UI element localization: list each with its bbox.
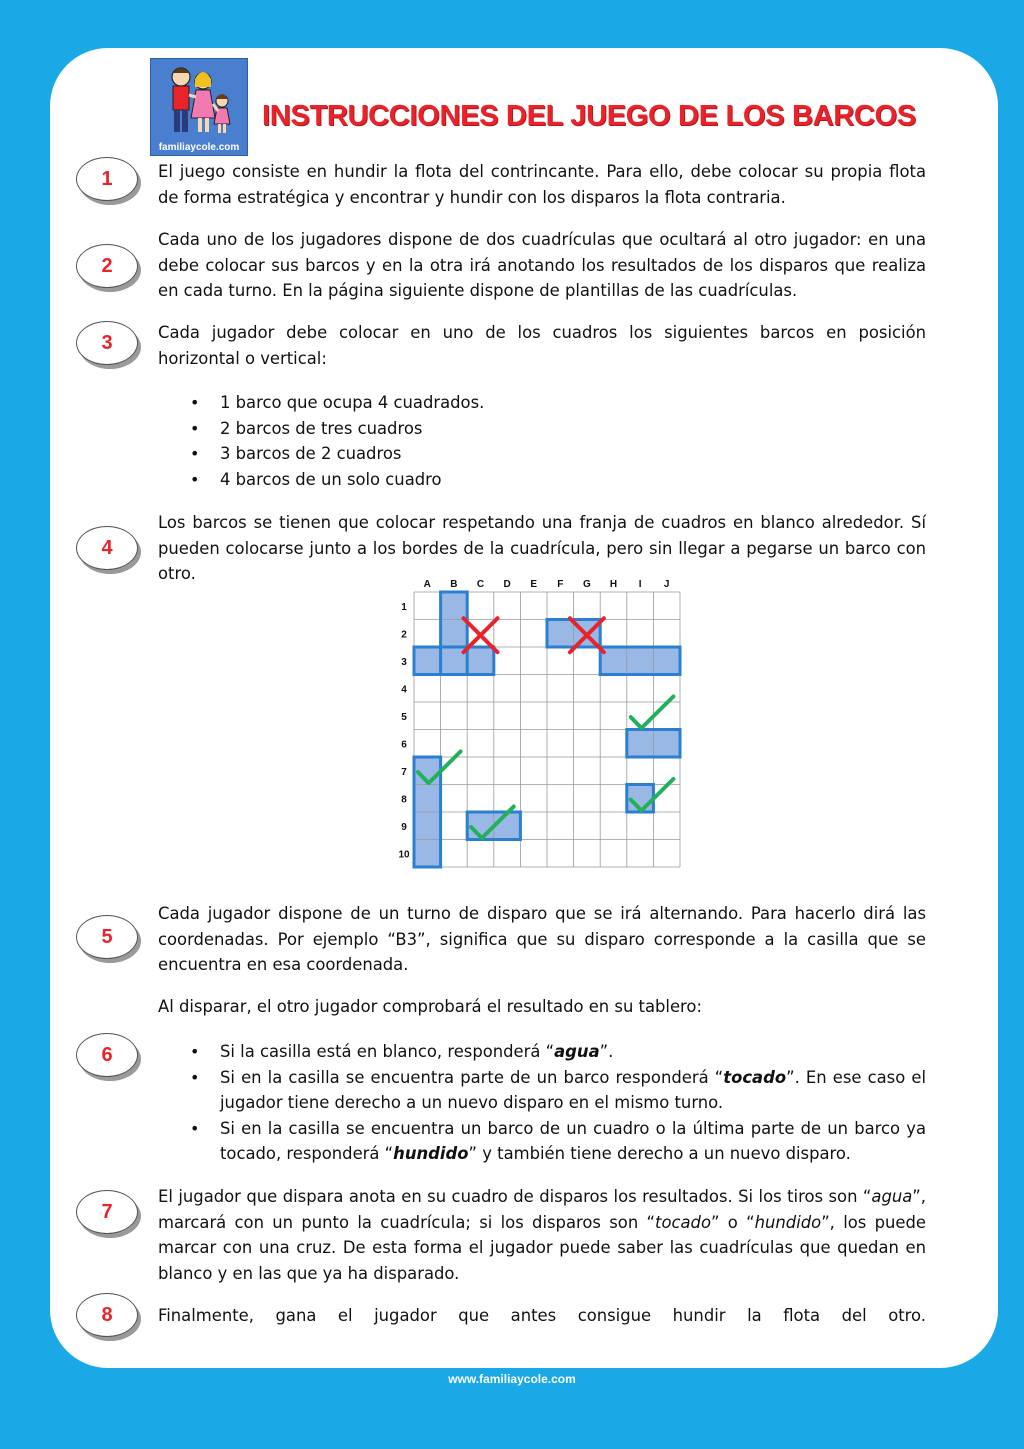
row-label: 7: [401, 766, 407, 778]
ship-cell: [441, 592, 468, 620]
step-number-7: 7: [76, 1190, 138, 1234]
step-number-6: 6: [76, 1033, 138, 1077]
column-label: E: [530, 579, 538, 590]
step-number-3: 3: [76, 321, 138, 365]
keyword-agua: agua: [871, 1187, 913, 1206]
step-number-4: 4: [76, 526, 138, 570]
step-1-text: El juego consiste en hundir la flota del contrincante. Para ello, debe colocar su propia flota de forma estratégica y encontrar y hundir con los disparos la flota contraria.: [158, 162, 926, 207]
ship-cell: [467, 647, 494, 675]
column-label: B: [450, 579, 458, 590]
row-label: 5: [401, 711, 407, 723]
step-7-text: [158, 1184, 926, 1286]
list-item: [186, 1039, 926, 1065]
ship-cell: [627, 647, 654, 675]
text-part: ”, los puede marcar con una cruz. De esta forma el jugador puede saber las cuadrículas que quedan en blanco y en las que ya ha disparado.: [158, 1212, 927, 1283]
familiaycole-logo: [150, 58, 248, 156]
step-8-text: Finalmente, gana el jugador que antes consigue hundir la flota del otro.: [158, 1306, 926, 1325]
family-illustration-icon: [151, 59, 247, 155]
step-5-text: Cada jugador dispone de un turno de disparo que se irá alternando. Para hacerlo dirá las coordenadas. Por ejemplo “B3”, significa que su disparo corresponde a la casilla que se encuentra en esa coordenada.: [158, 904, 926, 975]
bullet-text: Si la casilla está en blanco, responderá “: [220, 1042, 555, 1061]
bullet-text: ”. En ese caso el jugador tiene derecho a un nuevo disparo en el mismo turno.: [220, 1067, 926, 1113]
list-item: • 4 barcos de un solo cuadro: [186, 467, 926, 493]
column-label: I: [638, 579, 642, 590]
keyword-agua: agua: [554, 1042, 600, 1061]
ship-cell: [414, 840, 441, 868]
row-label: 1: [401, 601, 407, 613]
result-list: [186, 1039, 926, 1167]
ship-cell: [414, 812, 441, 840]
list-item: [186, 1116, 926, 1167]
footer-url: www.familiaycole.com: [448, 1372, 576, 1386]
page-title: INSTRUCCIONES DEL JUEGO DE LOS BARCOS: [262, 100, 916, 132]
step-2-text: Cada uno de los jugadores dispone de dos cuadrículas que ocultará al otro jugador: en una debe colocar sus barcos y en la otra irá anotando los resultados de los disparos que realiza en cada turno. En la página siguiente dispone de plantillas de las cuadrículas.: [158, 230, 926, 301]
step-3-text: Cada jugador debe colocar en uno de los cuadros los siguientes barcos en posición horizontal o vertical:: [158, 323, 926, 368]
ship-cell: [441, 620, 468, 648]
step-number-5: 5: [76, 915, 138, 959]
bullet-text: ”.: [599, 1042, 614, 1061]
step-number-1: 1: [76, 157, 138, 201]
column-label: F: [557, 579, 564, 590]
column-label: D: [503, 579, 511, 590]
list-item: • 1 barco que ocupa 4 cuadrados.: [186, 390, 926, 416]
bullet-text: Si en la casilla se encuentra parte de un barco responderá “: [220, 1067, 724, 1087]
list-item: • 3 barcos de 2 cuadros: [186, 441, 926, 467]
column-label: H: [609, 579, 618, 590]
ship-cell: [653, 647, 680, 675]
ship-cell: [547, 620, 574, 648]
row-label: 2: [401, 629, 407, 641]
column-label: G: [583, 579, 591, 590]
bullet-text: ” y también tiene derecho a un nuevo disparo.: [468, 1144, 851, 1164]
logo-text: familiaycole.com: [158, 142, 240, 153]
keyword-hundido: hundido: [393, 1144, 469, 1164]
ship-cell: [627, 730, 654, 758]
row-label: 9: [401, 821, 407, 833]
column-label: J: [663, 579, 670, 590]
row-label: 3: [401, 656, 407, 668]
list-item: • 2 barcos de tres cuadros: [186, 416, 926, 442]
column-label: A: [423, 579, 431, 590]
step-4-text: Los barcos se tienen que colocar respetando una franja de cuadros en blanco alrededor. Sí pueden colocarse junto a los bordes de la cuadrícula, pero sin llegar a pegarse un barco con otro.: [158, 513, 926, 584]
ship-cell: [494, 812, 521, 840]
text-part: ”, marcará con un punto la cuadrícula; si los disparos son “: [158, 1187, 926, 1232]
row-label: 8: [401, 794, 407, 806]
bullet-text: Si en la casilla se encuentra un barco de un cuadro o la última parte de un barco ya tocado, responderá “: [220, 1118, 926, 1164]
step-6-text: Al disparar, el otro jugador comprobará el resultado en su tablero:: [158, 997, 702, 1016]
step-number-2: 2: [76, 244, 138, 288]
ship-cell: [414, 785, 441, 813]
ship-list: [186, 390, 926, 492]
ship-cell: [653, 730, 680, 758]
list-item: [186, 1065, 926, 1116]
text-part: ” o “: [710, 1212, 755, 1232]
keyword-hundido: hundido: [754, 1212, 822, 1232]
row-label: 6: [401, 739, 407, 751]
keyword-tocado: tocado: [655, 1212, 711, 1232]
valid-placement-check-icon: [631, 697, 674, 729]
step-number-8: 8: [76, 1293, 138, 1337]
keyword-tocado: tocado: [723, 1067, 787, 1087]
example-grid: [388, 574, 688, 874]
column-label: C: [476, 579, 485, 590]
row-label: 10: [398, 849, 410, 861]
row-label: 4: [401, 684, 407, 696]
ship-cell: [414, 647, 441, 675]
text-part: El jugador que dispara anota en su cuadro de disparos los resultados. Si los tiros son “: [158, 1187, 872, 1206]
battleship-grid: [388, 574, 688, 874]
